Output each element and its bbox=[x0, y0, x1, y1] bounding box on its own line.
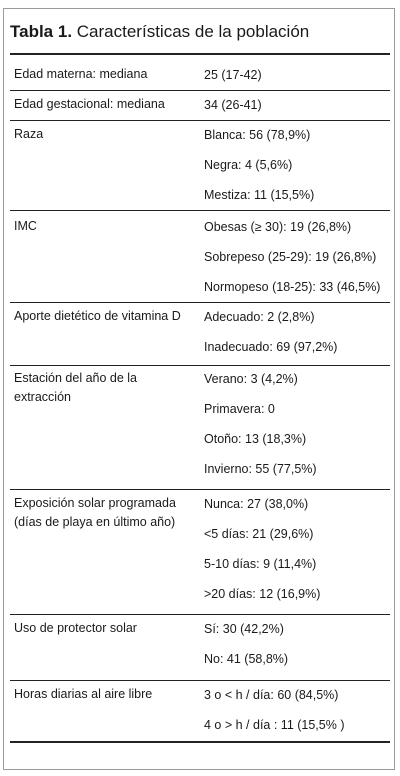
row-label: Exposición solar programada (días de playa en último año) bbox=[14, 496, 176, 529]
row-value: <5 días: 21 (29,6%) bbox=[204, 527, 314, 541]
row-label: Raza bbox=[14, 127, 44, 141]
row-value: Normopeso (18-25): 33 (46,5%) bbox=[204, 280, 381, 294]
header-rule bbox=[10, 53, 390, 55]
row-separator bbox=[10, 614, 390, 615]
row-value: Inadecuado: 69 (97,2%) bbox=[204, 340, 338, 354]
row-separator bbox=[10, 680, 390, 681]
row-value: >20 días: 12 (16,9%) bbox=[204, 587, 321, 601]
row-separator bbox=[10, 210, 390, 211]
row-value: 4 o > h / día : 11 (15,5% ) bbox=[204, 718, 345, 732]
row-separator bbox=[10, 90, 390, 91]
row-value: Adecuado: 2 (2,8%) bbox=[204, 310, 315, 324]
row-value: Primavera: 0 bbox=[204, 402, 275, 416]
row-label: Horas diarias al aire libre bbox=[14, 687, 153, 701]
row-separator bbox=[10, 489, 390, 490]
row-value: Sí: 30 (42,2%) bbox=[204, 622, 284, 636]
row-value: Verano: 3 (4,2%) bbox=[204, 372, 298, 386]
row-value: 25 (17-42) bbox=[204, 68, 262, 82]
row-label: Uso de protector solar bbox=[14, 621, 137, 635]
row-separator bbox=[10, 302, 390, 303]
row-value: Blanca: 56 (78,9%) bbox=[204, 128, 311, 142]
table-caption: Características de la población bbox=[76, 22, 310, 41]
row-value: No: 41 (58,8%) bbox=[204, 652, 289, 666]
row-value: Sobrepeso (25-29): 19 (26,8%) bbox=[204, 250, 377, 264]
row-value: 3 o < h / día: 60 (84,5%) bbox=[204, 688, 339, 702]
table-title bbox=[10, 22, 309, 42]
row-value: 34 (26-41) bbox=[204, 98, 262, 112]
footer-rule bbox=[10, 741, 390, 743]
row-separator bbox=[10, 365, 390, 366]
row-value: Obesas (≥ 30): 19 (26,8%) bbox=[204, 220, 352, 234]
table-number: Tabla 1. bbox=[10, 22, 73, 41]
row-value: Nunca: 27 (38,0%) bbox=[204, 497, 309, 511]
row-value: Otoño: 13 (18,3%) bbox=[204, 432, 307, 446]
row-label: IMC bbox=[14, 219, 37, 233]
row-label: Edad gestacional: mediana bbox=[14, 97, 165, 111]
row-value: Negra: 4 (5,6%) bbox=[204, 158, 293, 172]
row-label: Edad materna: mediana bbox=[14, 67, 148, 81]
row-label: Aporte dietético de vitamina D bbox=[14, 309, 181, 323]
row-value: Mestiza: 11 (15,5%) bbox=[204, 188, 315, 202]
row-value: 5-10 días: 9 (11,4%) bbox=[204, 557, 317, 571]
row-separator bbox=[10, 120, 390, 121]
row-label: Estación del año de la extracción bbox=[14, 371, 138, 404]
row-value: Invierno: 55 (77,5%) bbox=[204, 462, 317, 476]
